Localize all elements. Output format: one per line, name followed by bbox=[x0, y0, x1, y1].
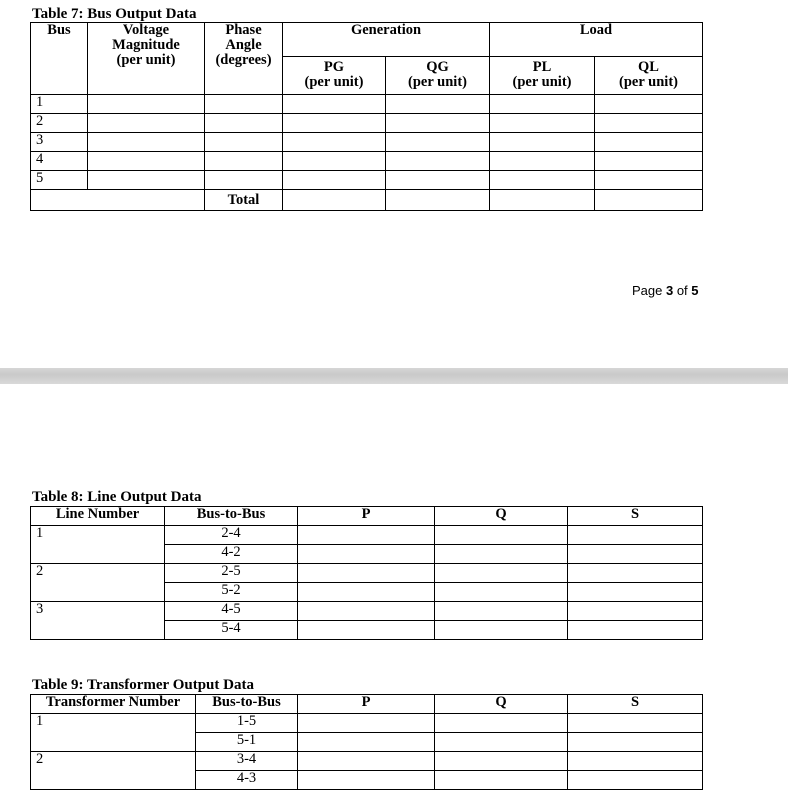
line-number-header: Line Number bbox=[31, 507, 165, 526]
table-row bbox=[31, 152, 703, 171]
bus-header: Bus bbox=[31, 23, 88, 95]
table-row bbox=[31, 526, 703, 545]
line-output-table bbox=[30, 506, 703, 640]
bus-to-bus-value: 5-2 bbox=[165, 583, 298, 602]
table-row bbox=[31, 602, 703, 621]
generation-header: Generation bbox=[283, 23, 490, 57]
bus-to-bus-value: 5-4 bbox=[165, 621, 298, 640]
table-row bbox=[31, 114, 703, 133]
table-row bbox=[31, 95, 703, 114]
voltage-magnitude-header: Voltage Magnitude (per unit) bbox=[88, 23, 205, 95]
p-header: P bbox=[298, 507, 435, 526]
ql-header: QL (per unit) bbox=[595, 57, 703, 95]
q-header: Q bbox=[435, 507, 568, 526]
bus-to-bus-header: Bus-to-Bus bbox=[165, 507, 298, 526]
s-header: S bbox=[568, 695, 703, 714]
table7-caption: Table 7: Bus Output Data bbox=[32, 6, 197, 22]
transformer-output-table bbox=[30, 694, 703, 790]
bus-to-bus-value: 3-4 bbox=[196, 752, 298, 771]
table8-caption: Table 8: Line Output Data bbox=[32, 489, 202, 505]
table9-caption: Table 9: Transformer Output Data bbox=[32, 677, 254, 693]
qg-header: QG (per unit) bbox=[386, 57, 490, 95]
p-header: P bbox=[298, 695, 435, 714]
line-number: 1 bbox=[31, 526, 165, 564]
page-number: Page 3 of 5 bbox=[632, 283, 699, 298]
s-header: S bbox=[568, 507, 703, 526]
bus-to-bus-value: 4-2 bbox=[165, 545, 298, 564]
page-separator bbox=[0, 368, 788, 384]
table-row bbox=[31, 752, 703, 771]
load-header: Load bbox=[490, 23, 703, 57]
bus-number: 3 bbox=[31, 133, 88, 152]
table-row bbox=[31, 133, 703, 152]
bus-number: 5 bbox=[31, 171, 88, 190]
transformer-number-header: Transformer Number bbox=[31, 695, 196, 714]
bus-to-bus-value: 2-5 bbox=[165, 564, 298, 583]
bus-to-bus-value: 4-3 bbox=[196, 771, 298, 790]
bus-to-bus-value: 5-1 bbox=[196, 733, 298, 752]
bus-to-bus-value: 1-5 bbox=[196, 714, 298, 733]
line-number: 2 bbox=[31, 564, 165, 602]
transformer-number: 2 bbox=[31, 752, 196, 790]
total-label: Total bbox=[205, 190, 283, 211]
transformer-number: 1 bbox=[31, 714, 196, 752]
table-row bbox=[31, 564, 703, 583]
bus-to-bus-value: 2-4 bbox=[165, 526, 298, 545]
table-row bbox=[31, 171, 703, 190]
bus-number: 4 bbox=[31, 152, 88, 171]
bus-output-table bbox=[30, 22, 703, 211]
bus-number: 2 bbox=[31, 114, 88, 133]
bus-to-bus-header: Bus-to-Bus bbox=[196, 695, 298, 714]
bus-number: 1 bbox=[31, 95, 88, 114]
total-row bbox=[31, 190, 703, 211]
pg-header: PG (per unit) bbox=[283, 57, 386, 95]
pl-header: PL (per unit) bbox=[490, 57, 595, 95]
bus-to-bus-value: 4-5 bbox=[165, 602, 298, 621]
table-row bbox=[31, 714, 703, 733]
line-number: 3 bbox=[31, 602, 165, 640]
q-header: Q bbox=[435, 695, 568, 714]
phase-angle-header: Phase Angle (degrees) bbox=[205, 23, 283, 95]
